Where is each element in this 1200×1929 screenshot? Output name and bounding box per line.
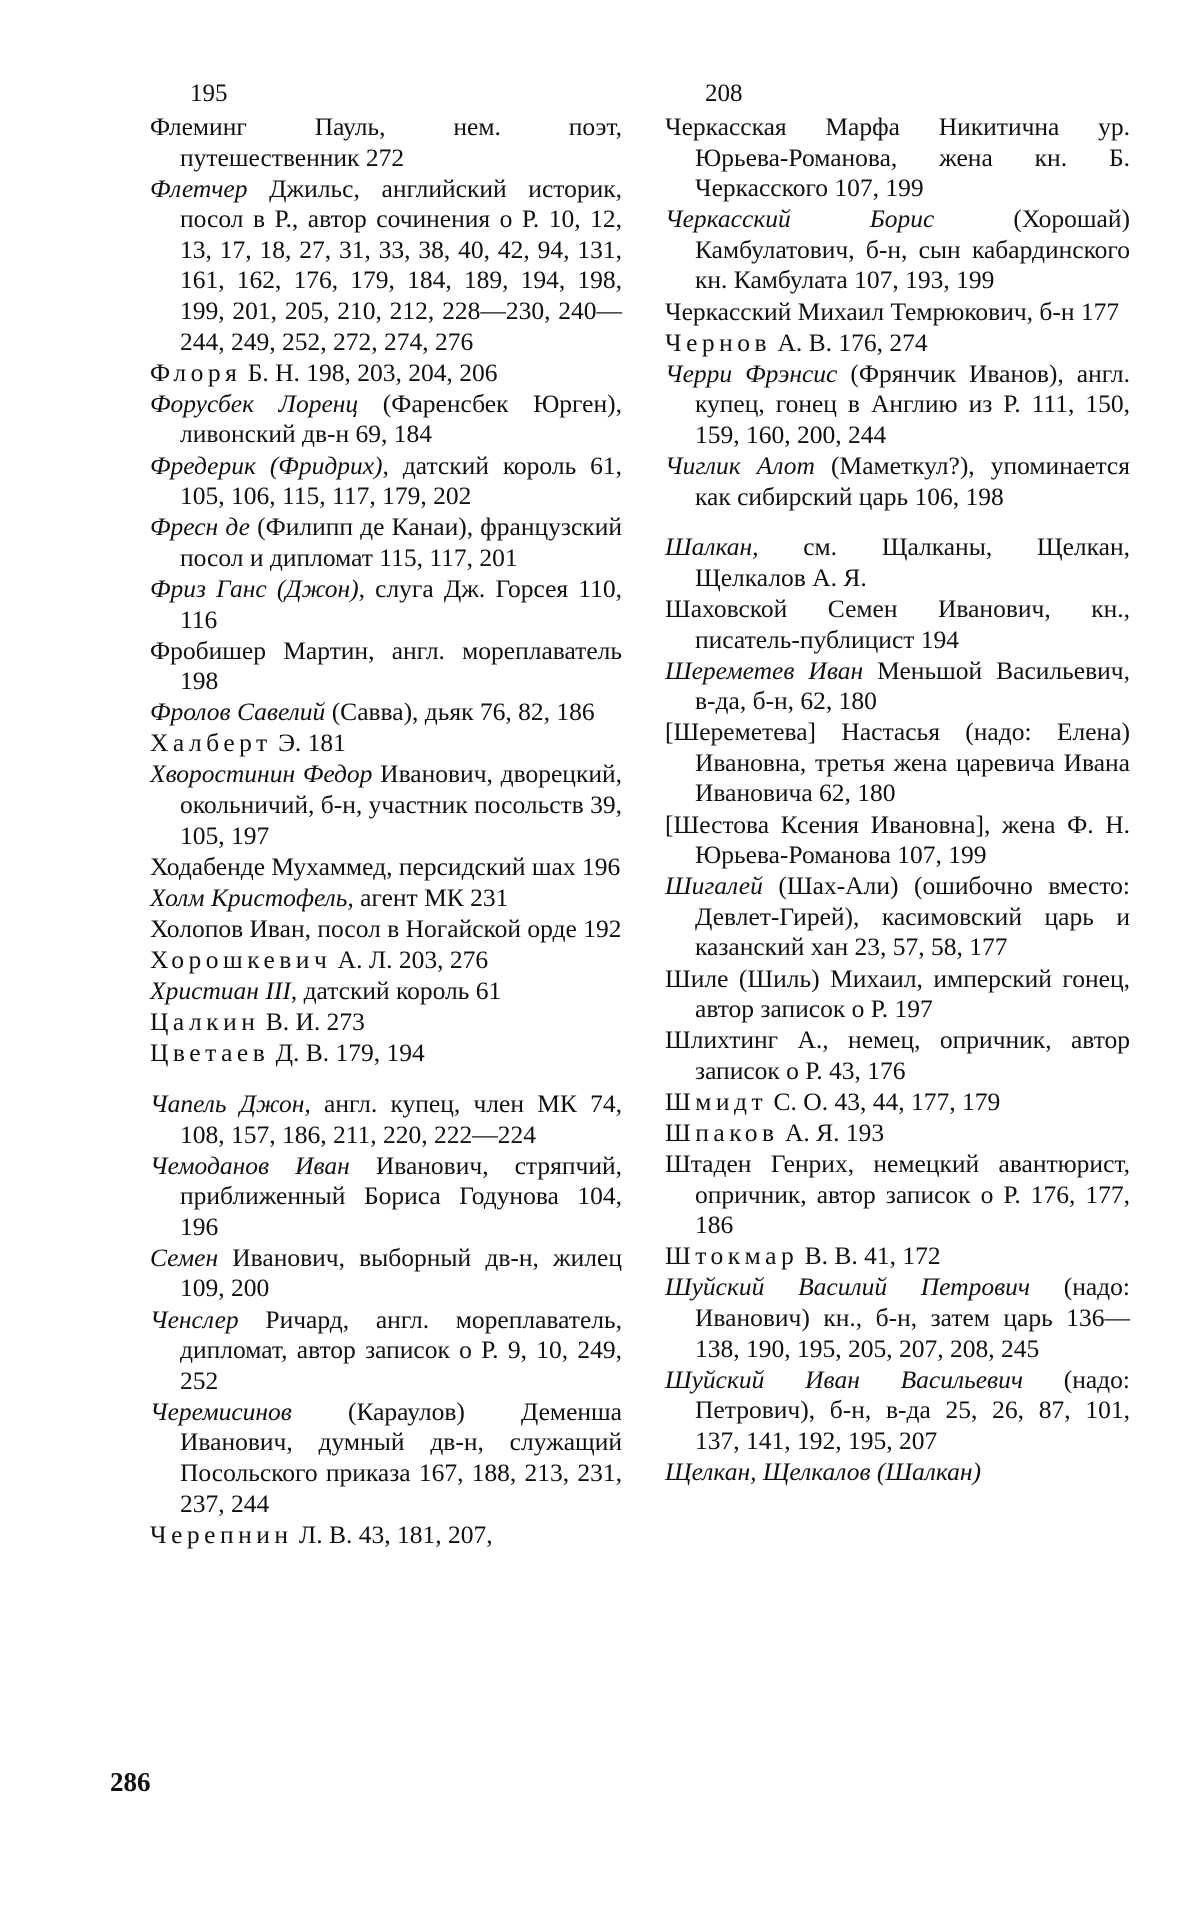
entry-text: (Савва), дьяк 76, 82, 186	[325, 697, 595, 727]
entry-text: А. Л. 203, 276	[331, 945, 489, 975]
entry-text: Меньшой Васильевич, в-да, б-н, 62, 180	[695, 655, 1130, 716]
entry-text: Ходабенде Мухаммед, персидский шах 196	[150, 851, 621, 881]
index-entry	[150, 112, 622, 173]
index-entry	[665, 1149, 1130, 1241]
entry-text: см. Щалканы, Щелкан, Щелкалов А. Я.	[695, 532, 1130, 592]
index-entry	[150, 697, 622, 728]
entry-headword: Флоря	[150, 357, 242, 387]
entry-headword: Хворостинин Федор	[150, 759, 373, 789]
entry-text: Черкасский Михаил Темрюкович, б-н 177	[665, 296, 1120, 326]
entry-text: Джильс, английский историк, посол в Р., автор сочинения о Р. 10, 12, 13, 17, 18, 27, 31, 33, 38, 40, 42, 94, 131, 161, 162, 176, 179, 184, 189, 194, 198, 199, 201, 205, 210, 212, 228—230, 240—244, 249, 252, 272, 274, 276	[180, 173, 622, 356]
entry-headword: Щелкан, Щелкалов (Шалкан)	[665, 1457, 982, 1487]
entry-headword: Форусбек Лоренц	[150, 388, 359, 418]
entry-text: А. Я. 193	[778, 1118, 885, 1147]
page-number: 286	[110, 1767, 151, 1797]
entry-text: (надо: Иванович) кн., б-н, затем царь 136—138, 190, 195, 205, 207, 208, 245	[695, 1272, 1130, 1363]
entry-text: В. И. 273	[259, 1007, 365, 1037]
entry-text: англ. купец, член МК 74, 108, 157, 186, 211, 220, 222—224	[180, 1088, 622, 1149]
index-entry	[665, 717, 1130, 809]
index-entry	[150, 1305, 622, 1397]
entry-headword: Ченслер	[150, 1304, 239, 1334]
entry-text: Шиле (Шиль) Михаил, имперский гонец, автор записок о Р. 197	[665, 963, 1130, 1024]
index-entry	[665, 1365, 1130, 1457]
entry-headword: Фролов Савелий	[150, 697, 326, 727]
index-entry	[150, 636, 622, 697]
right-column	[665, 78, 1130, 1488]
index-entry	[665, 451, 1130, 512]
index-entry	[150, 945, 622, 976]
entry-text: В. В. 41, 172	[798, 1241, 941, 1271]
index-entry	[150, 389, 622, 450]
entry-text: Фробишер Мартин, англ. мореплаватель 198	[150, 635, 622, 696]
right-entries	[665, 112, 1130, 1488]
entry-headword: Шуйский Иван Васильевич	[665, 1364, 1023, 1394]
entry-text: датский король 61, 105, 106, 115, 117, 179, 202	[180, 450, 622, 511]
entry-headword: Штокмар	[665, 1241, 799, 1271]
entry-text: (Фрянчик Иванов), англ. купец, гонец в Англию из Р. 111, 150, 159, 160, 200, 244	[695, 358, 1130, 449]
index-entry	[665, 1087, 1130, 1118]
entry-text: Штаден Генрих, немецкий авантюрист, опричник, автор записок о Р. 176, 177, 186	[665, 1149, 1130, 1240]
entry-text: Настасья (надо: Елена) Ивановна, третья жена царевича Ивана Ивановича 62, 180	[695, 717, 1130, 808]
index-entry	[665, 1272, 1130, 1364]
entry-text: (надо: Петрович), б-н, в-да 25, 26, 87, 101, 137, 141, 192, 195, 207	[695, 1364, 1130, 1455]
index-entry	[665, 112, 1130, 204]
index-entry	[150, 1243, 622, 1304]
index-entry	[150, 1089, 622, 1150]
index-entry	[150, 1038, 622, 1069]
index-entry	[150, 976, 622, 1007]
entry-headword: Черемисинов	[150, 1396, 292, 1426]
entry-headword: Черкасский Борис	[665, 204, 935, 234]
entry-text: Д. В. 179, 194	[269, 1038, 425, 1068]
index-entry	[150, 512, 622, 573]
index-entry	[150, 1007, 622, 1038]
entry-headword: Семен	[150, 1242, 219, 1272]
entry-headword: Фресн де	[150, 512, 250, 542]
index-entry	[665, 1457, 1130, 1488]
entry-headword: Чемоданов Иван	[150, 1150, 350, 1180]
entry-headword: Шалкан,	[665, 532, 759, 562]
index-entry	[665, 532, 1130, 593]
index-entry	[150, 574, 622, 635]
entry-headword: Чапель Джон,	[150, 1088, 311, 1118]
index-entry	[665, 656, 1130, 717]
entry-headword: Чернов	[665, 327, 772, 357]
entry-text: (Хорошай) Камбулатович, б-н, сын кабардинского кн. Камбулата 107, 193, 199	[695, 204, 1130, 295]
index-entry	[150, 759, 622, 851]
entry-text: (Фаренсбек Юрген), ливонский дв-н 69, 184	[180, 388, 623, 449]
entry-text: Холопов Иван, посол в Ногайской орде 192	[150, 913, 622, 943]
index-entry	[665, 810, 1130, 871]
entry-text: Шаховской Семен Иванович, кн., писатель-публицист 194	[665, 593, 1130, 654]
entry-headword: Фредерик (Фридрих),	[150, 450, 389, 480]
entry-headword: Флетчер	[150, 173, 248, 203]
entry-headword: Халберт	[150, 728, 272, 758]
entry-text: (Филипп де Канаи), французский посол и дипломат 115, 117, 201	[180, 512, 622, 572]
entry-headword: Хорошкевич	[150, 945, 332, 975]
entry-headword: Шпаков	[665, 1118, 779, 1147]
index-entry	[150, 1520, 622, 1551]
index-entry	[665, 1118, 1130, 1149]
entry-text: Шлихтинг А., немец, опричник, автор записок о Р. 43, 176	[665, 1025, 1130, 1085]
entry-text: Флеминг Пауль, нем. поэт, путешественник 272	[150, 112, 622, 172]
index-entry	[665, 1025, 1130, 1086]
entry-text: датский король 61	[297, 976, 502, 1006]
index-entry	[150, 1151, 622, 1243]
index-entry	[665, 1241, 1130, 1272]
entry-text: Э. 181	[271, 728, 346, 758]
entry-headword: Христиан III,	[150, 976, 298, 1006]
right-column-header-number: 208	[705, 80, 743, 107]
index-entry	[665, 359, 1130, 451]
entry-headword: Фриз Ганс (Джон),	[150, 573, 365, 603]
index-entry	[665, 297, 1130, 328]
index-entry	[150, 358, 622, 389]
entry-text: [Шестова Ксения Ивановна], жена Ф. Н. Юрьева-Романова 107, 199	[665, 809, 1130, 870]
index-entry	[150, 1397, 622, 1519]
entry-text: С. О. 43, 44, 177, 179	[767, 1086, 1001, 1116]
entry-text: Иванович, дворецкий, окольничий, б-н, участник посольств 39, 105, 197	[180, 759, 622, 850]
entry-headword: [Шереметева]	[665, 717, 817, 747]
left-column-header-number: 195	[190, 80, 228, 107]
entry-text: Л. В. 43, 181, 207,	[292, 1519, 493, 1549]
index-entry	[150, 852, 622, 883]
index-entry	[665, 204, 1130, 296]
index-entry	[150, 451, 622, 512]
entry-text: А. В. 176, 274	[771, 327, 928, 357]
entry-text: Ричард, англ. мореплаватель, дипломат, автор записок о Р. 9, 10, 249, 252	[180, 1304, 622, 1395]
entry-headword: Холм Кристофель,	[150, 882, 354, 912]
index-entry	[150, 914, 622, 945]
entry-headword: Шигалей	[665, 871, 763, 901]
entry-text: агент МК 231	[353, 882, 509, 912]
index-entry	[665, 594, 1130, 655]
entry-headword: Цалкин	[150, 1007, 260, 1037]
entry-headword: Черепнин	[150, 1519, 293, 1549]
entry-text: (Маметкул?), упоминается как сибирский царь 106, 198	[695, 451, 1130, 511]
entry-headword: Шереметев Иван	[665, 655, 864, 685]
entry-text: (Караулов) Деменша Иванович, думный дв-н, служащий Посольского приказа 167, 188, 213, 231, 237, 244	[180, 1396, 622, 1518]
left-entries	[150, 112, 622, 1550]
index-entry	[665, 328, 1130, 359]
left-column	[150, 78, 622, 1551]
entry-headword: Цветаев	[150, 1038, 270, 1068]
entry-text: Иванович, выборный дв-н, жилец 109, 200	[180, 1242, 622, 1303]
index-entry	[150, 728, 622, 759]
index-entry	[150, 174, 622, 358]
entry-text: (Шах-Али) (ошибочно вместо: Девлет-Гирей), касимовский царь и казанский хан 23, 57, 58, 177	[695, 871, 1130, 962]
index-entry	[665, 964, 1130, 1025]
index-entry	[150, 883, 622, 914]
entry-text: Б. Н. 198, 203, 204, 206	[241, 357, 498, 387]
entry-text: слуга Дж. Горсея 110, 116	[180, 573, 622, 634]
entry-headword: Чиглик Алот	[665, 451, 815, 481]
index-entry	[665, 871, 1130, 963]
entry-headword: Шмидт	[665, 1086, 768, 1116]
entry-headword: Шуйский Василий Петрович	[665, 1272, 1031, 1302]
entry-text: Иванович, стряпчий, приближенный Бориса Годунова 104, 196	[180, 1150, 622, 1241]
entry-headword: Черри Фрэнсис	[665, 358, 838, 388]
entry-text: Черкасская Марфа Никитична ур. Юрьева-Романова, жена кн. Б. Черкасского 107, 199	[665, 112, 1130, 203]
